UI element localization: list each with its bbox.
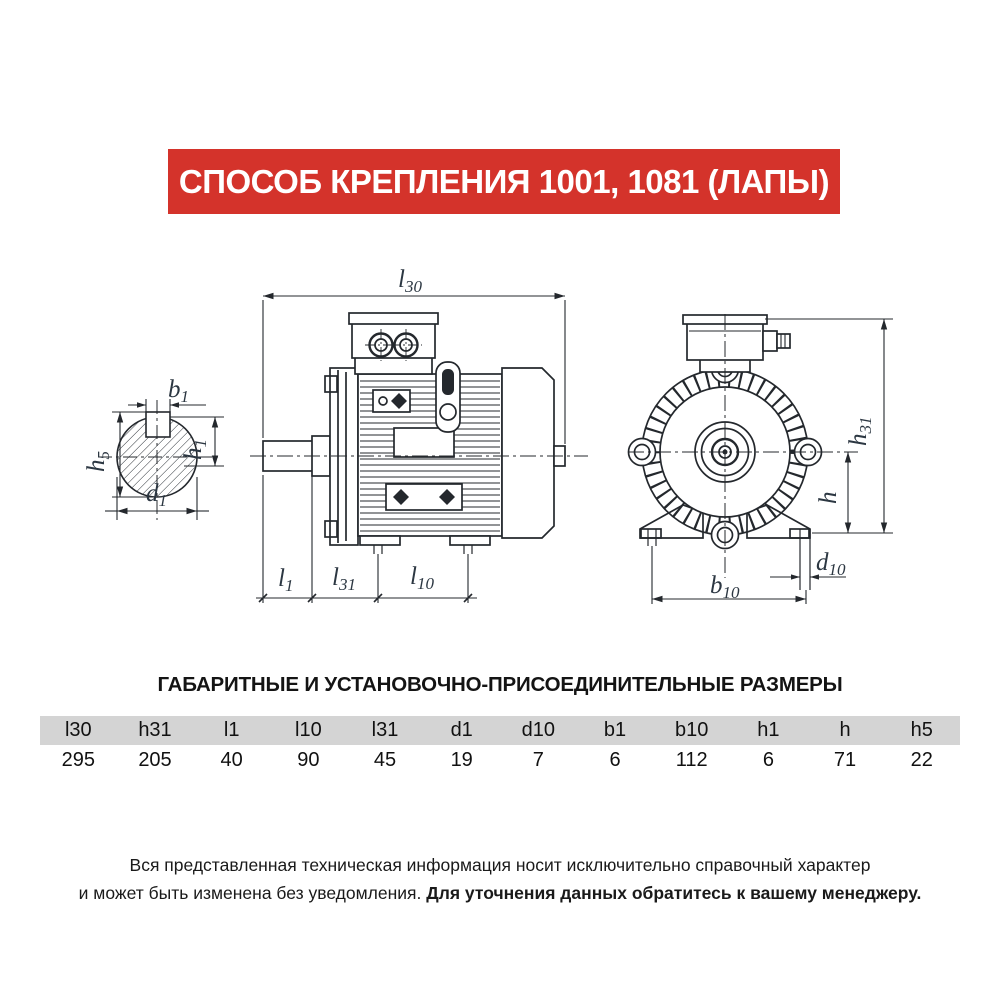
- dim-label-l1: $l_1$: [278, 565, 294, 595]
- table-value-cell: 40: [220, 749, 243, 771]
- table-value-cell: 112: [675, 749, 708, 771]
- title-banner: [168, 149, 840, 214]
- disclaimer-line-2: [0, 879, 1000, 907]
- table-value-cell: 71: [833, 749, 857, 771]
- dim-label-h1: $h_1$: [180, 439, 210, 460]
- table-header-cell: d10: [521, 719, 556, 741]
- table-value-cell: 45: [373, 749, 397, 771]
- dim-label-d1: $d_1$: [146, 480, 167, 510]
- dim-label-l31: $l_{31}$: [332, 564, 356, 594]
- table-value-cell: 90: [297, 749, 320, 771]
- dim-label-l30: $l_{30}$: [398, 266, 422, 296]
- table-value-cell: 22: [910, 749, 933, 771]
- table-value-cell: 205: [138, 749, 172, 771]
- table-header-cell: d1: [450, 719, 473, 741]
- dim-label-l10: $l_{10}$: [410, 563, 434, 593]
- table-value-cell: 6: [762, 749, 774, 771]
- dim-label-h: h: [815, 491, 842, 504]
- table-header-cell: h1: [757, 719, 780, 741]
- technical-drawing: [0, 250, 1000, 650]
- motor-front-view: [628, 314, 893, 604]
- table-value-cell: 7: [532, 749, 544, 771]
- table-header-row: [40, 716, 960, 745]
- table-header-cell: b10: [675, 719, 709, 741]
- table-header-cell: l31: [371, 719, 399, 741]
- section-title: ГАБАРИТНЫЕ И УСТАНОВОЧНО-ПРИСОЕДИНИТЕЛЬНЫЕ РАЗМЕРЫ: [157, 673, 843, 696]
- table-header-cell: h31: [138, 719, 172, 741]
- dim-label-d10: $d_{10}$: [816, 549, 846, 579]
- dim-label-b10: $b_{10}$: [710, 572, 740, 602]
- table-value-cell: 19: [450, 749, 473, 771]
- table-header-cell: l1: [223, 719, 240, 741]
- disclaimer-line-1: Вся представленная техническая информация носит исключительно справочный характер: [129, 855, 871, 875]
- page-title: СПОСОБ КРЕПЛЕНИЯ 1001, 1081 (ЛАПЫ): [178, 162, 830, 200]
- table-value-cell: 6: [609, 749, 621, 771]
- table-header-cell: b1: [603, 719, 627, 741]
- disclaimer: [0, 851, 1000, 907]
- disclaimer-line-2-bold: Для уточнения данных обратитесь к вашему менеджеру.: [426, 883, 922, 903]
- dim-label-h31: $h_{31}$: [845, 416, 875, 446]
- table-header-cell: l10: [295, 719, 322, 741]
- dim-label-b1: $b_1$: [168, 376, 189, 406]
- table-header-cell: h: [839, 719, 851, 741]
- motor-side-view: [250, 296, 588, 603]
- disclaimer-line-2-regular: и может быть изменена без уведомления.: [78, 883, 427, 903]
- table-value-cell: 295: [61, 749, 96, 771]
- dimensions-table: [40, 716, 960, 776]
- table-values-row: [40, 745, 960, 776]
- table-header-cell: l30: [64, 719, 92, 741]
- table-header-cell: h5: [910, 719, 933, 741]
- dim-label-h5: $h_5$: [83, 451, 113, 472]
